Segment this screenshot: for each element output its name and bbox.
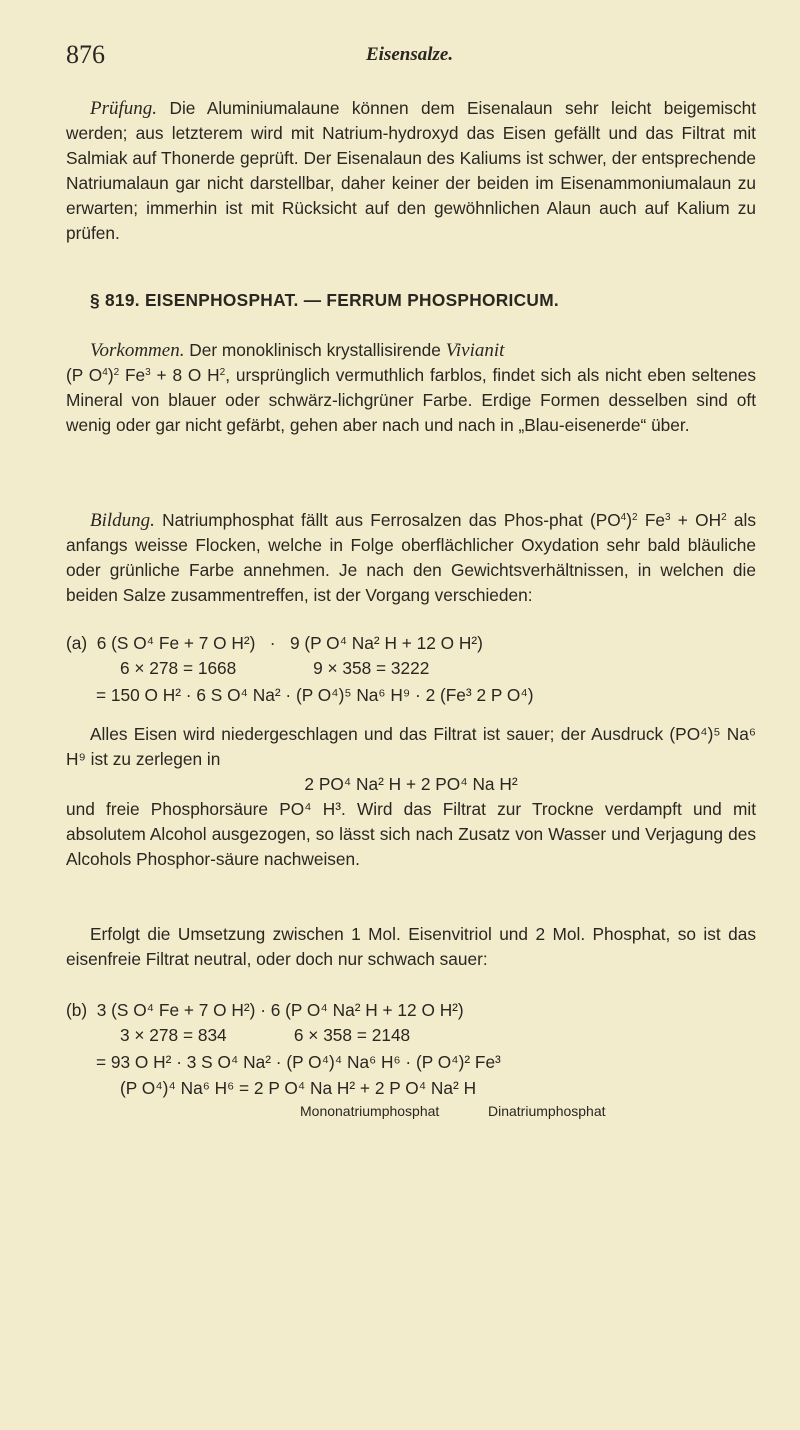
paragraph-vorkommen: [66, 338, 756, 438]
lead-bildung: Bildung.: [90, 510, 155, 531]
paragraph-pruefung: [66, 96, 756, 246]
equation-a-line2: 6 × 278 = 1668 9 × 358 = 3222: [120, 658, 430, 678]
equation-b-line1: (b) 3 (S O⁴ Fe + 7 O H²) · 6 (P O⁴ Na² H + 12 O H²): [66, 1000, 464, 1020]
lead-pruefung: Prüfung.: [90, 98, 158, 119]
label-dinatrium: Dinatriumphosphat: [488, 1103, 606, 1119]
text-filtrat-b: und freie Phosphorsäure PO⁴ H³. Wird das Filtrat zur Trockne verdampft und mit absolutem Alcohol ausgezogen, so lässt sich nach Zusatz von Wasser und Verjagung des Alcohols Phosphor-säure nachweisen.: [66, 799, 756, 869]
text-bildung-a: Natriumphosphat fällt aus Ferrosalzen das Phos-phat (PO: [154, 510, 621, 530]
label-mononatrium: Mononatriumphosphat: [300, 1103, 440, 1119]
equation-a-line1: (a) 6 (S O⁴ Fe + 7 O H²) · 9 (P O⁴ Na² H + 12 O H²): [66, 633, 483, 653]
section-title: § 819. EISENPHOSPHAT. — FERRUM PHOSPHORICUM.: [90, 290, 559, 310]
text-bildung-b: als anfangs weisse Flocken, welche in Folge oberflächlicher Oxydation sehr bald bläuliche oder grünliche Farbe annehmen. Je nach den Gewichtsverhältnissen, in welchen die beiden Salze zusammentreffen, ist der Vorgang verschieden:: [66, 510, 756, 605]
text-pruefung: Die Aluminiumalaune können dem Eisenalaun sehr leicht beigemischt werden; aus letzterem wird mit Natrium-hydroxyd das Eisen gefällt und das Filtrat mit Salmiak auf Thonerde geprüft. Der Eisenalaun des Kaliums ist schwer, der entsprechende Natriumalaun gar nicht darstellbar, daher keiner der beiden im Eisenammoniumalaun zu erwarten; immerhin ist mit Rücksicht auf den gewöhnlichen Alaun auch auf Kalium zu prüfen.: [66, 98, 756, 243]
paragraph-umsetzung: [66, 922, 756, 972]
running-title: Eisensalze.: [366, 44, 454, 65]
mineral-name: Vivianit: [445, 340, 505, 361]
text-vorkommen-a: Der monoklinisch krystallisirende: [184, 340, 446, 360]
text-umsetzung: Erfolgt die Umsetzung zwischen 1 Mol. Eisenvitriol und 2 Mol. Phosphat, so ist das eisenfreie Filtrat neutral, oder doch nur schwach sauer:: [66, 924, 756, 969]
equation-b-line3: = 93 O H² · 3 S O⁴ Na² · (P O⁴)⁴ Na⁶ H⁶ · (P O⁴)² Fe³: [96, 1052, 501, 1072]
equation-b-line2: 3 × 278 = 834 6 × 358 = 2148: [120, 1025, 411, 1045]
section-heading: [66, 288, 756, 313]
lead-vorkommen: Vorkommen.: [90, 340, 185, 361]
text-filtrat-a: Alles Eisen wird niedergeschlagen und das Filtrat ist sauer; der Ausdruck (PO⁴)⁵ Na⁶ H⁹ ist zu zerlegen in: [66, 724, 756, 769]
page-header: [66, 40, 756, 80]
equation-b-line4: (P O⁴)⁴ Na⁶ H⁶ = 2 P O⁴ Na H² + 2 P O⁴ Na² H: [120, 1078, 477, 1098]
formula-zerlegung: 2 PO⁴ Na² H + 2 PO⁴ Na H²: [304, 774, 518, 794]
paragraph-filtrat: [66, 722, 756, 872]
equation-a-line3: = 150 O H² · 6 S O⁴ Na² · (P O⁴)⁵ Na⁶ H⁹ · 2 (Fe³ 2 P O⁴): [96, 685, 534, 705]
text-vorkommen-b: , ursprünglich vermuthlich farblos, findet sich als nicht eben seltenes Mineral von blauer oder schwärz-lichgrüner Farbe. Erdige Formen desselben sind oft wenig oder gar nicht gefärbt, gehen aber nach und nach in „Blau-eisenerde“ über.: [66, 365, 757, 435]
page-number: 876: [66, 40, 105, 69]
paragraph-bildung: Bildung. Natriumphosphat fällt aus Ferrosalzen das Phos-phat $(PO^4)^2$ $Fe^3 + OH^2$ als anfangs weisse Flocken, welche in Folge oberflächlicher Oxydation sehr bald bläuliche oder grünliche Farbe annehmen. Je nach den Gewichtsverhältnissen, in welchen die beiden Salze zusammentreffen, ist der Vorgang verschieden:: [66, 510, 756, 605]
formula-vivianit: (P $O^4)^2$ $Fe^3 + 8$ O $H^2$: [66, 365, 226, 385]
